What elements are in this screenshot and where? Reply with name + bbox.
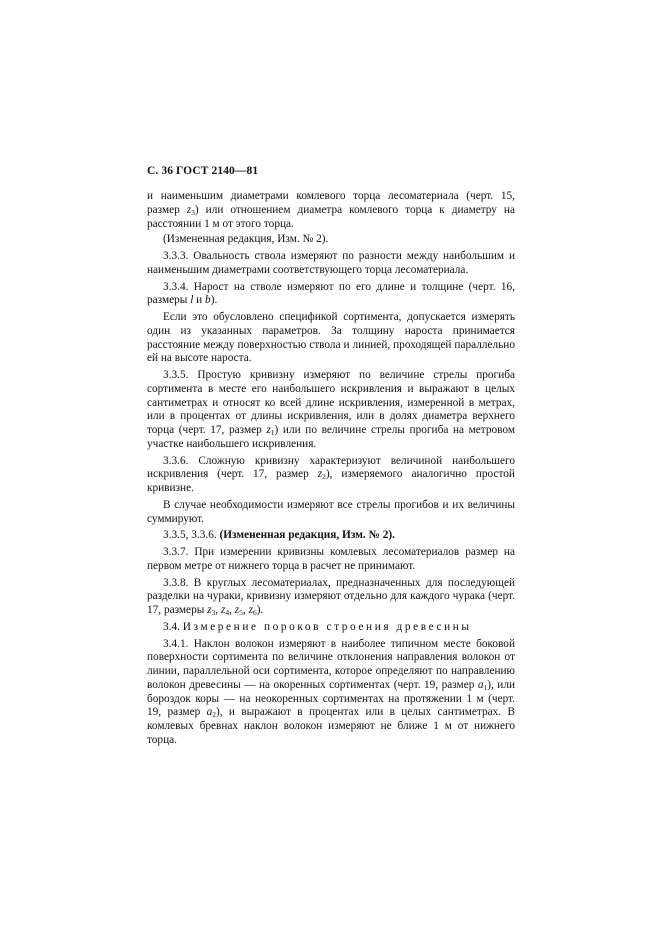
paragraph-p8: [147, 529, 515, 543]
text-run: ), и выражают в процентах или в целых сантиметрах. В комлевых бревнах наклон волокон измеряют не ближе 1 м от нижнего торца.: [147, 706, 515, 746]
text-run: z: [234, 604, 240, 616]
text-run: z: [266, 424, 271, 436]
text-run: ), или бороздок коры — на неокоренных сортиментах на протяжении 1 м (черт. 19, размер: [147, 678, 516, 719]
text-run: z: [186, 203, 192, 216]
text-run: ,: [242, 604, 249, 616]
page-header: С. 36 ГОСТ 2140—81: [147, 165, 259, 177]
text-run: 3.3.6. Сложную кривизну характеризуют величиной наибольшего искривления (черт. 17, размер: [147, 454, 515, 481]
text-run: и: [193, 294, 206, 307]
paragraph-p11: [147, 621, 515, 635]
text-run: 3.3.4. Нарост на стволе измеряют по его длине и толщине (черт. 16, размеры: [147, 280, 515, 307]
text-run: 3.4.1. Наклон волокон измеряют в наиболее типичном месте боковой поверхности сортимента по величине отклонения направления волокон от линии, параллельной оси сортимента, которое определяют по направлению волокон древесины — на окоренных сортиментах (черт. 19, размер: [147, 637, 515, 691]
document-body: [147, 190, 515, 751]
text-run: ) или отношением диаметра комлевого торца к диаметру на расстоянии 1 м от этого торца.: [147, 203, 515, 230]
text-run: l: [190, 294, 194, 307]
paragraph-p7: [147, 499, 515, 527]
text-run: 3.3.3. Овальность ствола измеряют по разности между наибольшим и наименьшим диаметрами соответствующего торца лесоматериала.: [147, 250, 515, 276]
text-run: (Измененная редакция, Изм. № 2).: [219, 529, 395, 542]
paragraph-p9: [147, 546, 515, 574]
paragraph-p10: [147, 577, 515, 618]
text-run: ).: [256, 604, 264, 616]
text-run: и наименьшим диаметрами комлевого торца лесоматериала (черт. 15, размер: [147, 190, 515, 216]
paragraph-p12: [147, 638, 515, 748]
text-run: В случае необходимости измеряют все стрелы прогибов и их величины суммируют.: [147, 498, 515, 525]
paragraph-p2: [147, 250, 515, 278]
text-run: (Измененная редакция, Изм. № 2).: [163, 233, 329, 246]
text-run: 1: [483, 682, 488, 692]
paragraph-p0: [147, 190, 515, 231]
text-run: 1: [270, 428, 275, 437]
text-run: 5: [239, 608, 243, 617]
text-run: 4: [225, 608, 230, 617]
text-run: b: [205, 294, 211, 307]
text-run: z: [207, 604, 212, 616]
text-run: 3: [191, 207, 195, 217]
text-run: 2: [322, 472, 326, 482]
paragraph-p5: [147, 369, 515, 452]
text-run: 3.3.8. В круглых лесоматериалах, предназначенных для последующей разделки на чураки, кривизну измеряют отдельно для каждого чурака (черт. 17, размеры: [147, 576, 515, 616]
text-run: a: [477, 678, 484, 691]
text-run: z: [248, 604, 253, 616]
text-run: 6: [252, 608, 257, 617]
text-run: ).: [210, 294, 218, 307]
text-run: ,: [229, 604, 235, 616]
paragraph-p1: [147, 233, 515, 247]
text-run: z: [317, 468, 323, 481]
text-run: a: [206, 706, 213, 719]
paragraph-p6: [147, 455, 515, 496]
text-run: z: [220, 604, 226, 616]
text-run: ), измеряемого аналогично простой кривизне.: [147, 468, 515, 494]
text-run: Измерение пороков строения древесины: [182, 620, 472, 633]
paragraph-p3: [147, 281, 515, 309]
text-run: 3.3.7. При измерении кривизны комлевых лесоматериалов размер на первом метре от нижнего торца в расчет не принимают.: [147, 546, 515, 572]
text-run: 3.3.5. Простую кривизну измеряют по величине стрелы прогиба сортимента в месте его наибольшего искривления и выражают в целых сантиметрах и относят ко всей длине искривления, измеренной в метрах, или в процентах от длины искривления, или в долях диаметра верхнего торца (черт. 17, размер: [147, 369, 515, 436]
text-run: 3.4.: [163, 620, 183, 633]
text-run: 3.3.5, 3.3.6.: [163, 529, 220, 542]
text-run: 3: [211, 608, 216, 617]
text-run: ) или по величине стрелы прогиба на метровом участке наибольшего искривления.: [147, 424, 515, 450]
text-run: ,: [215, 604, 221, 616]
text-run: 2: [212, 710, 216, 720]
paragraph-p4: [147, 311, 515, 366]
text-run: Если это обусловлено спецификой сортимента, допускается измерять один из указанных параметров. За толщину нароста принимается расстояние между поверхностью ствола и линией, проходящей параллельно ей на высоте нароста.: [147, 311, 515, 365]
